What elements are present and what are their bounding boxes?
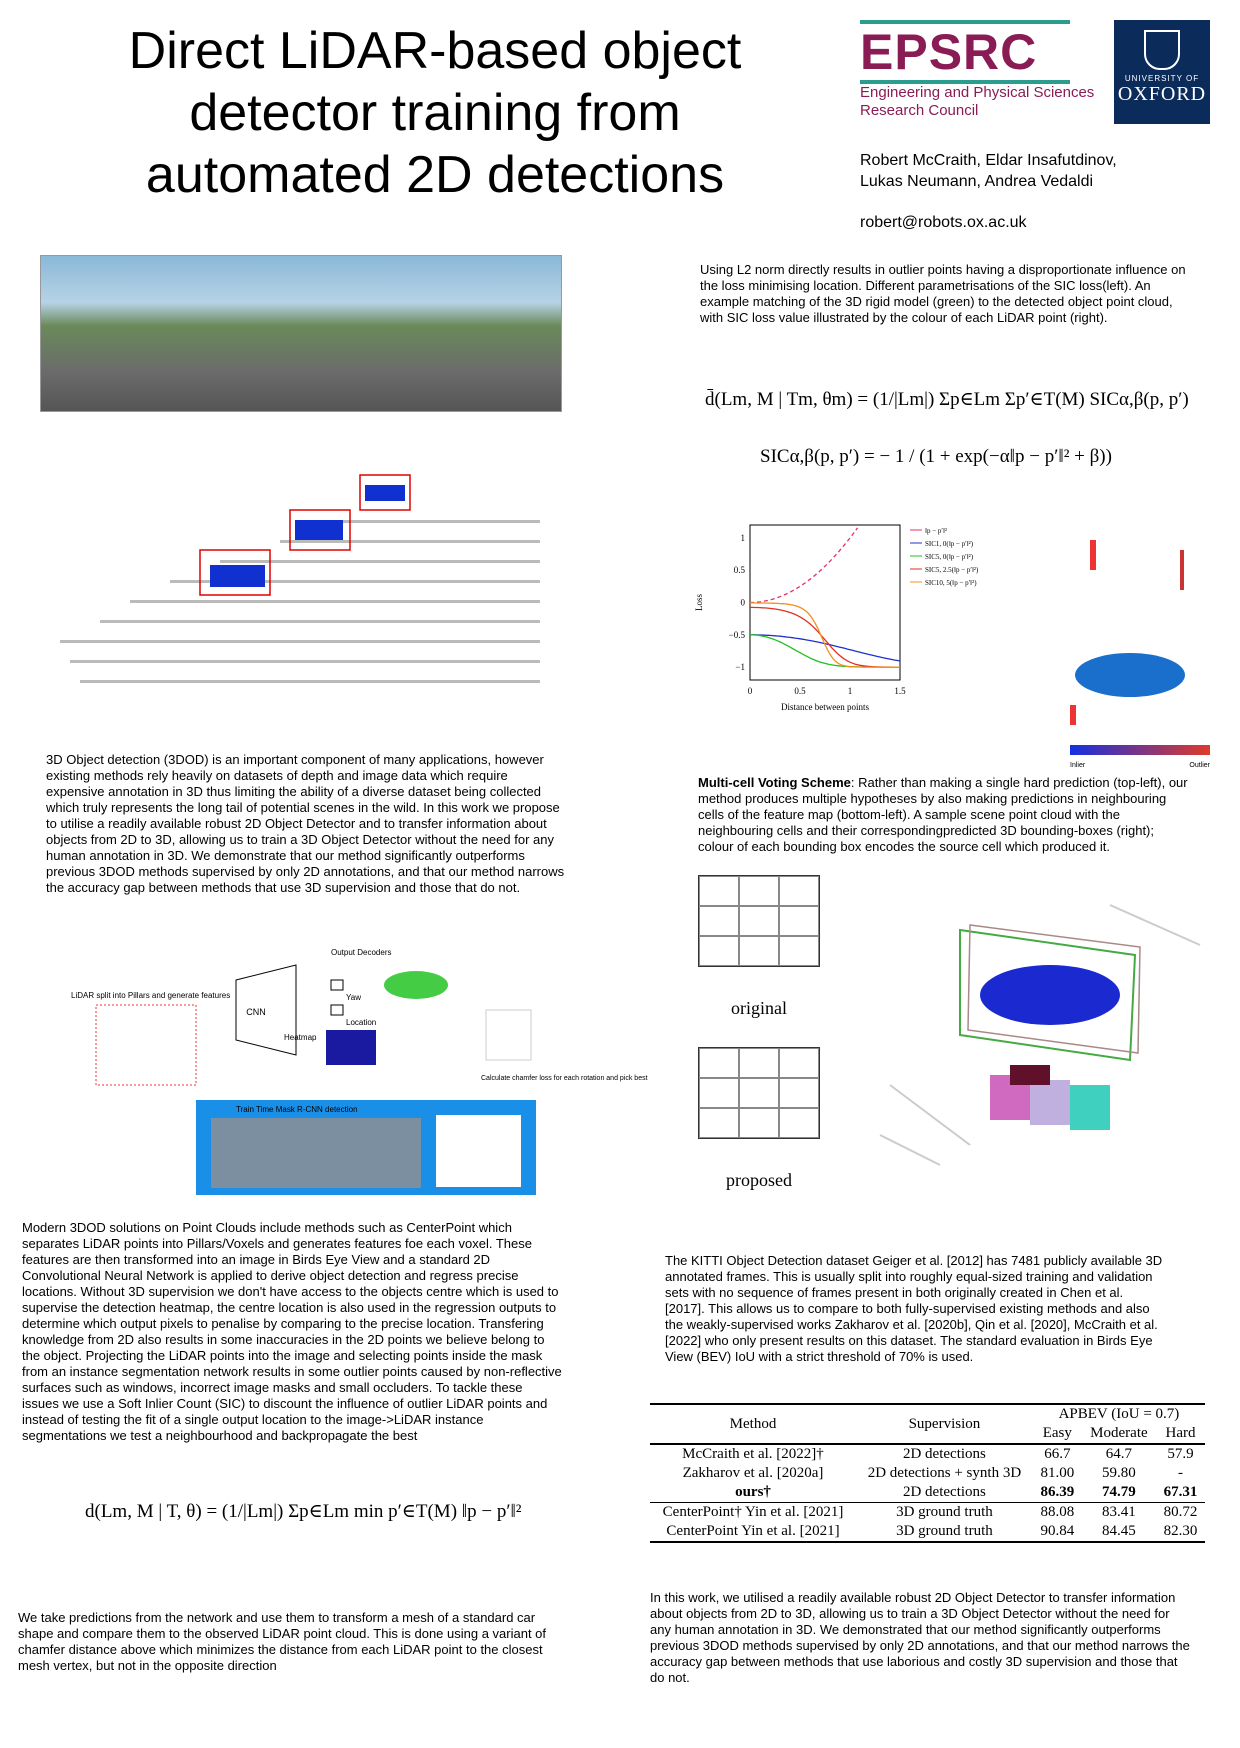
oxford-top: UNIVERSITY OF bbox=[1124, 74, 1200, 83]
col-supervision: Supervision bbox=[908, 1415, 981, 1432]
colorbar bbox=[1070, 745, 1210, 755]
x-tick-label: 1 bbox=[847, 686, 853, 696]
yaw-car-points bbox=[384, 971, 448, 999]
table-cell: 2D detections bbox=[902, 1484, 986, 1500]
table-cell: 3D ground truth bbox=[896, 1504, 993, 1520]
heatmap-image bbox=[326, 1030, 376, 1065]
kitti-text: The KITTI Object Detection dataset Geiger et al. [2012] has 7481 publicly available 3D annotated frames. This is usually split into roughly equal-sized training and validation sets with no sequence of frames present in both originally created in Chen et al. [2017]. This allows us to compare to both fully-supervised existing methods and also the weakly-supervised works Zakharov et al. [2020b], Qin et al. [2020], McCraith et al. [2022] who only present results on this dataset. The standard evaluation in Birds Eye View (BEV) IoU with a strict threshold of 70% is used. bbox=[665, 1253, 1163, 1364]
x-axis-label: Distance between points bbox=[781, 702, 869, 712]
chamfer-figure bbox=[486, 1010, 531, 1060]
col-ap: APBEV (IoU = 0.7) bbox=[1058, 1406, 1180, 1422]
table-row bbox=[650, 1483, 1205, 1503]
author-email: robert@robots.ox.ac.uk bbox=[860, 214, 1027, 231]
y-axis-label: Loss bbox=[694, 593, 704, 612]
cnn-label: CNN bbox=[246, 1007, 266, 1017]
car-points bbox=[1075, 653, 1185, 697]
multicell-text bbox=[698, 775, 1193, 855]
y-tick-label: 0.5 bbox=[733, 565, 745, 576]
scene-ground bbox=[880, 905, 1200, 1165]
sic-equation-2: SICα,β(p, p′) = − 1 / (1 + exp(−α‖p − p′‖² + β)) bbox=[760, 446, 1112, 467]
authors bbox=[860, 150, 1117, 233]
table-cell: 74.79 bbox=[1102, 1484, 1136, 1500]
table-cell: ours† bbox=[735, 1484, 771, 1500]
epsrc-sub2: Research Council bbox=[860, 102, 979, 119]
sic-loss-chart bbox=[690, 515, 1050, 730]
authors-line2: Lukas Neumann, Andrea Vedaldi bbox=[860, 173, 1094, 190]
table-cell: 86.39 bbox=[1040, 1484, 1075, 1500]
epsrc-sub1: Engineering and Physical Sciences bbox=[860, 84, 1095, 101]
original-label: original bbox=[731, 998, 787, 1018]
object-points bbox=[210, 485, 405, 587]
legend-label-1: SIC1, 0(‖p − p′‖²) bbox=[925, 540, 974, 548]
output-decoders-label: Output Decoders bbox=[331, 948, 392, 957]
oxford-bottom: OXFORD bbox=[1117, 83, 1207, 105]
results-table bbox=[650, 1403, 1205, 1543]
pipeline-diagram bbox=[66, 940, 648, 1195]
legend-label-2: SIC5, 0(‖p − p′‖²) bbox=[925, 553, 974, 561]
chamfer-equation: d(Lm, M | T, θ) = (1/|Lm|) Σp∈Lm min p′∈T(M) ‖p − p′‖² bbox=[85, 1501, 522, 1522]
y-tick-label: −1 bbox=[735, 662, 745, 673]
lidar-label: LiDAR split into Pillars and generate features bbox=[71, 991, 231, 1000]
lidar-pointcloud-figure bbox=[40, 420, 560, 720]
multicell-body: : Rather than making a single hard prediction (top-left), our method produces multiple hypotheses by also making predictions in neighbouring cells of the feature map (bottom-left). A sample scene point cloud with the neighbouring cells and their correspondingpredicted 3D bounding-boxes (right); colour of each bounding box encodes the source cell which produced it. bbox=[698, 775, 1188, 854]
table-cell: 67.31 bbox=[1163, 1484, 1198, 1500]
table-cell: 66.7 bbox=[1044, 1446, 1071, 1462]
legend-label-4: SIC10, 5(‖p − p′‖²) bbox=[925, 579, 977, 587]
y-tick-label: 1 bbox=[740, 532, 745, 543]
sic-caption: Using L2 norm directly results in outlier points having a disproportionate influence on the loss minimising location. Different parametrisations of the SIC loss(left). An example matching of the 3D rigid model (green) to the detected object point cloud, with SIC loss value illustrated by the colour of each LiDAR point (right). bbox=[700, 262, 1186, 325]
table-cell: CenterPoint† Yin et al. [2021] bbox=[662, 1504, 844, 1520]
table-cell: 2D detections bbox=[902, 1446, 986, 1462]
epsrc-logo bbox=[860, 20, 1100, 120]
table-cell: 59.80 bbox=[1102, 1465, 1136, 1481]
scene-car-points bbox=[980, 965, 1120, 1025]
epsrc-word: EPSRC bbox=[860, 24, 1038, 80]
intro-text: 3D Object detection (3DOD) is an important component of many applications, however existing methods rely heavily on datasets of depth and image data which require expensive annotation in 3D thus limiting the ability of a diverse dataset being collected which truly represents the long tail of potential scenes in the wild. In this work we propose to utilise a readily available robust 2D Object Detector and to transfer information about objects from 2D to 3D, allowing us to train a 3D Object Detector without the need for any human annotation in 3D. We demonstrate that our method significantly outperforms previous 3DOD methods supervised by only 2D annotations, and that our method narrows the accuracy gap between methods that use 3D supervision and those that do not. bbox=[46, 752, 565, 895]
legend-label-3: SIC5, 2.5(‖p − p′‖²) bbox=[925, 566, 979, 574]
table-row bbox=[650, 1444, 1205, 1464]
mask-rcnn-label: Train Time Mask R-CNN detection bbox=[236, 1105, 358, 1114]
table-row bbox=[650, 1522, 1205, 1542]
conclusion-text: In this work, we utilised a readily available robust 2D Object Detector to transfer information about objects from 2D to 3D, allowing us to train a 3D Object Detector without the need for any human annotation in 3D. We demonstrated that our method significantly outperforms previous 3DOD methods supervised by only 2D annotations, and that our method narrows the accuracy gap between methods that use laborious and costly 3D supervision and those that do not. bbox=[650, 1590, 1190, 1685]
table-cell: 3D ground truth bbox=[896, 1523, 993, 1539]
multicell-scene-figure bbox=[880, 885, 1200, 1175]
col-easy: Easy bbox=[1042, 1425, 1072, 1441]
table-cell: 64.7 bbox=[1105, 1446, 1133, 1462]
y-tick-label: 0 bbox=[740, 597, 745, 608]
sic-equation-1: d̄(Lm, M | Tm, θm) = (1/|Lm|) Σp∈Lm Σp′∈T(M) SICα,β(p, p′) bbox=[705, 389, 1189, 410]
table-cell: 83.41 bbox=[1102, 1504, 1136, 1520]
location-label: Location bbox=[346, 1018, 377, 1027]
table-cell: - bbox=[1178, 1465, 1184, 1481]
yaw-label: Yaw bbox=[346, 993, 361, 1002]
table-cell: CenterPoint Yin et al. [2021] bbox=[666, 1523, 840, 1539]
table-row bbox=[650, 1503, 1205, 1523]
chamfer-text: We take predictions from the network and use them to transform a mesh of a standard car shape and compare them to the observed LiDAR point cloud. This is done using a variant of chamfer distance above which minimizes the distance from each LiDAR point to the closest mesh vertex, but not in the opposite direction bbox=[18, 1610, 547, 1673]
x-tick-label: 0 bbox=[747, 686, 753, 696]
col-hard: Hard bbox=[1165, 1425, 1196, 1441]
col-method: Method bbox=[729, 1415, 777, 1432]
table-cell: 2D detections + synth 3D bbox=[867, 1465, 1022, 1481]
table-cell: Zakharov et al. [2020a] bbox=[682, 1465, 824, 1481]
col-moderate: Moderate bbox=[1090, 1425, 1148, 1441]
proposed-label: proposed bbox=[726, 1170, 792, 1190]
kitti-photo bbox=[40, 255, 562, 412]
ground-points bbox=[60, 520, 540, 683]
chamfer-label: Calculate chamfer loss for each rotation and pick best bbox=[481, 1075, 648, 1082]
table-cell: 57.9 bbox=[1167, 1446, 1194, 1462]
method-text: Modern 3DOD solutions on Point Clouds include methods such as CenterPoint which separates LiDAR points into Pillars/Voxels and generates features foe each voxel. These features are then transformed into an image in Birds Eye View and a standard 2D Convolutional Neural Network is applied to derive object detection and regress precise locations. Without 3D supervision we don't have access to the objects centre which is used to supervise the detection heatmap, the centre location is also used in the regression outputs to determine which output pixels to penalise by comparing to the precise location. Transfering knowledge from 2D also results in some inaccuracies in the 2D points we believe belong to the object. Projecting the LiDAR points into the image and selecting points inside the mask from an instance segmentation network results in some outlier points caused by non-reflective surfaces such as windows, incorrect image masks and small occluders. To tackle these issues we use a Soft Inlier Count (SIC) to discount the influence of outlier LiDAR points and instead of testing the fit of a single output location to the image->LiDAR instance segmentations we test a neighbourhood and backpropagate the best bbox=[22, 1220, 562, 1443]
heatmap-label: Heatmap bbox=[284, 1033, 317, 1042]
table-cell: McCraith et al. [2022]† bbox=[682, 1446, 824, 1462]
results-table-body bbox=[650, 1444, 1205, 1542]
legend-label-0: ‖p − p′‖² bbox=[925, 527, 948, 535]
oxford-logo bbox=[1114, 20, 1210, 124]
sic-car-figure bbox=[1060, 530, 1220, 770]
table-cell: 82.30 bbox=[1163, 1523, 1198, 1539]
oxford-crest-icon bbox=[1144, 30, 1180, 70]
table-row bbox=[650, 1464, 1205, 1483]
table-cell: 81.00 bbox=[1040, 1465, 1075, 1481]
multicell-bold: Multi-cell Voting Scheme bbox=[698, 775, 851, 790]
table-cell: 84.45 bbox=[1102, 1523, 1136, 1539]
pillars-grid bbox=[96, 1005, 196, 1085]
table-cell: 88.08 bbox=[1040, 1504, 1075, 1520]
authors-line1: Robert McCraith, Eldar Insafutdinov, bbox=[860, 152, 1117, 169]
table-cell: 80.72 bbox=[1163, 1504, 1198, 1520]
x-tick-label: 0.5 bbox=[794, 686, 806, 696]
colorbar-outlier: Outlier bbox=[1189, 762, 1210, 769]
original-grid bbox=[698, 875, 820, 967]
poster-title: Direct LiDAR-based object detector training from automated 2D detections bbox=[128, 22, 742, 204]
table-cell: 90.84 bbox=[1040, 1523, 1075, 1539]
proposed-grid bbox=[698, 1047, 820, 1139]
y-tick-label: −0.5 bbox=[728, 629, 745, 640]
colorbar-inlier: Inlier bbox=[1070, 762, 1086, 769]
x-tick-label: 1.5 bbox=[894, 686, 906, 696]
